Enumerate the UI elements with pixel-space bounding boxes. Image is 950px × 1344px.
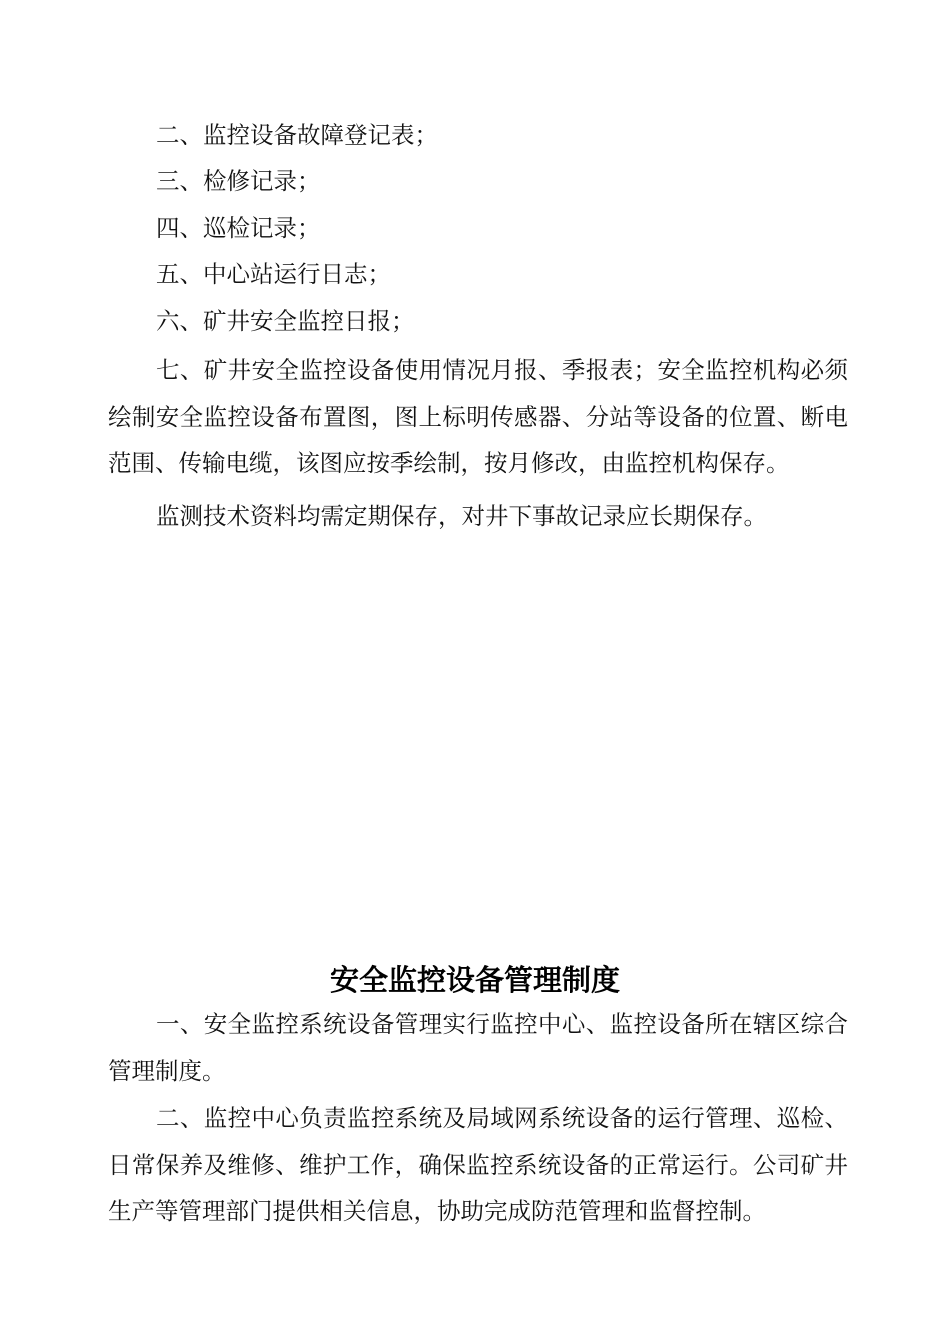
list-item-equipment-fault-register: 二、监控设备故障登记表； — [156, 121, 438, 149]
list-item-inspection-record: 四、巡检记录； — [156, 214, 321, 242]
list-item-monthly-quarterly-report: 七、矿井安全监控设备使用情况月报、季报表；安全监控机构必须绘制安全监控设备布置图，图上标明传感器、分站等设备的位置、断电范围、传输电缆，该图应按季绘制，按月修改，由监控机构保存。 — [108, 356, 848, 477]
storage-note-paragraph: 监测技术资料均需定期保存，对井下事故记录应长期保存。 — [156, 502, 767, 530]
section-title: 安全监控设备管理制度 — [329, 963, 620, 997]
management-paragraph-two: 二、监控中心负责监控系统及局域网系统设备的运行管理、巡检、日常保养及维修、维护工作，确保监控系统设备的正常运行。公司矿井生产等管理部门提供相关信息，协助完成防范管理和监督控制。 — [108, 1104, 848, 1225]
list-item-daily-report: 六、矿井安全监控日报； — [156, 307, 415, 335]
management-paragraph-one: 一、安全监控系统设备管理实行监控中心、监控设备所在辖区综合管理制度。 — [108, 1010, 848, 1085]
list-item-central-station-log: 五、中心站运行日志； — [156, 260, 391, 288]
list-item-maintenance-record: 三、检修记录； — [156, 167, 321, 195]
